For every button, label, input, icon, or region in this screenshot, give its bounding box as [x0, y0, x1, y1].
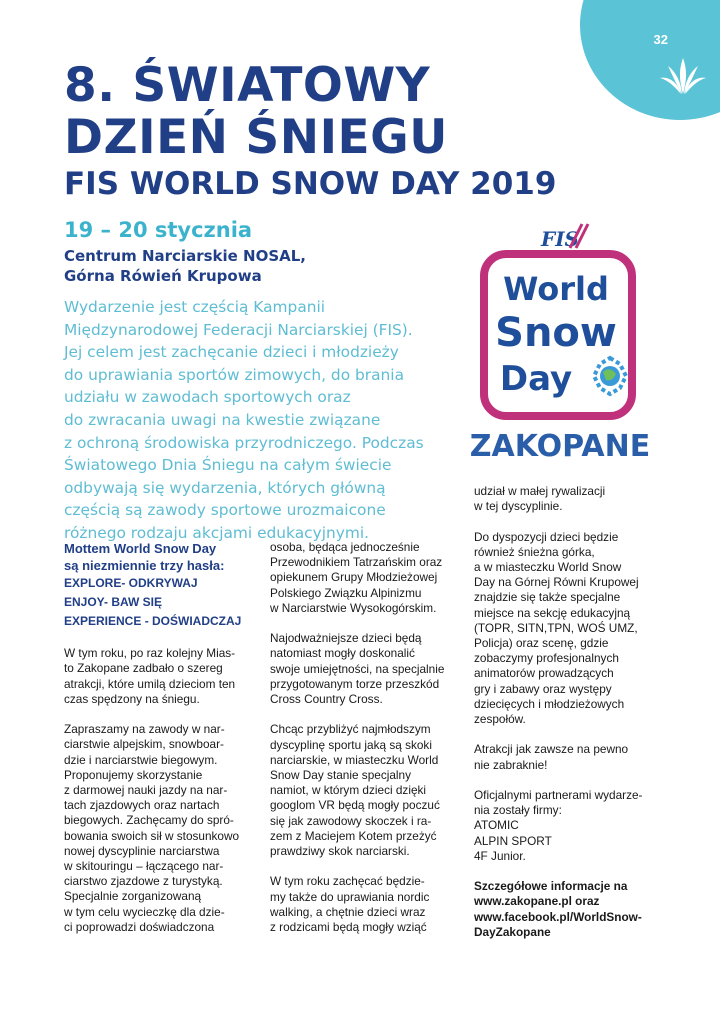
text-line: w tej dyscyplinie. — [474, 499, 563, 514]
paragraph — [64, 646, 254, 707]
text-line: atrakcji, które umilą dzieciom ten — [64, 676, 236, 691]
paragraph — [270, 722, 460, 859]
text-line: w skitouringu – łączącego nar- — [64, 859, 224, 874]
text-line: w tym celu wycieczkę dla dzie- — [64, 904, 225, 919]
text-line: W tym roku zachęcać będzie- — [270, 874, 425, 889]
motto-heading: Mottem World Snow Day — [64, 541, 217, 556]
event-venue — [64, 246, 384, 286]
text-line: my także do uprawiania nordic — [270, 889, 430, 904]
title-line-1: 8. ŚWIATOWY — [64, 58, 431, 113]
paragraph — [474, 484, 664, 514]
intro-line: do uprawiania sportów zimowych, do brania — [64, 365, 404, 384]
text-line: prawdziwy skok narciarski. — [270, 844, 410, 859]
plant-icon — [656, 48, 710, 102]
text-line: bowania swoich sił w stosunkowo — [64, 828, 240, 843]
text-line: dziecięcych i młodzieżowych — [474, 696, 625, 711]
world-snow-day-logo — [470, 218, 650, 476]
motto-item: EXPERIENCE - DOŚWIADCZAJ — [64, 614, 242, 628]
intro-line: Światowego Dnia Śniegu na całym świecie — [64, 456, 392, 475]
venue-line: Centrum Narciarskie NOSAL, — [64, 247, 306, 265]
paragraph — [270, 540, 460, 616]
motto-block — [64, 540, 254, 631]
text-line: Oficjalnymi partnerami wydarze- — [474, 788, 643, 803]
intro-line: Jej celem jest zachęcanie dzieci i młodzieży — [64, 343, 399, 362]
paragraph — [64, 722, 254, 935]
text-line: swoje umiejętności, na specjalnie — [270, 661, 445, 676]
text-line: Chcąc przybliżyć najmłodszym — [270, 722, 431, 737]
text-line: ciarstwie alpejskim, snowboar- — [64, 737, 224, 752]
text-line: nowej dyscyplinie narciarstwa — [64, 843, 220, 858]
text-line: Specjalnie zorganizowaną — [64, 889, 202, 904]
intro-line: Wydarzenie jest częścią Kampanii — [64, 298, 326, 316]
column-3 — [474, 484, 664, 940]
logo-word-2: Snow — [495, 310, 617, 356]
text-line: namiot, w którym dzieci dzięki — [270, 783, 427, 798]
text-line: (TOPR, SITN,TPN, WOŚ UMZ, — [474, 620, 638, 635]
logo-place: ZAKOPANE — [470, 429, 650, 464]
text-line: animatorów prowadzących — [474, 666, 614, 681]
intro-line: udziału w zawodach sportowych oraz — [64, 388, 351, 407]
text-line: Zapraszamy na zawody w nar- — [64, 722, 225, 737]
venue-line: Górna Rówień Krupowa — [64, 267, 262, 285]
intro-line: częścią są zawody sportowe urozmaicone — [64, 501, 386, 520]
text-line: ciarstwo zjazdowe z turystyką. — [64, 874, 223, 889]
text-line: narciarskie, w miasteczku World — [270, 752, 439, 767]
text-line: walking, a chętnie dzieci wraz — [270, 904, 426, 919]
text-line: Policja) oraz scenę, gdzie — [474, 636, 609, 651]
paragraph — [270, 631, 460, 707]
text-line: Snow Day stanie specjalny — [270, 768, 411, 783]
motto-item: ENJOY- BAW SIĘ — [64, 595, 163, 609]
text-line: 4F Junior. — [474, 848, 526, 863]
text-line: osoba, będąca jednocześnie — [270, 540, 420, 554]
paragraph — [474, 530, 664, 728]
text-line: się jak zawodowy skoczek i ra- — [270, 813, 432, 828]
intro-line: z ochroną środowiska przyrodniczego. Podczas — [64, 433, 424, 452]
text-line: Proponujemy skorzystanie — [64, 767, 203, 782]
text-line: zem z Maciejem Kotem przeżyć — [270, 828, 437, 843]
text-line: znajdzie się także specjalne — [474, 590, 621, 605]
paragraph — [474, 742, 664, 772]
text-line: Atrakcji jak zawsze na pewno — [474, 742, 629, 757]
intro-line: do zwracania uwagi na kwestie związane — [64, 410, 381, 429]
text-line: Do dyspozycji dzieci będzie — [474, 529, 619, 544]
text-line: nia zostały firmy: — [474, 803, 562, 818]
title-line-2: DZIEŃ ŚNIEGU — [64, 110, 448, 165]
intro-line: Międzynarodowej Federacji Narciarskiej (FIS). — [64, 320, 413, 339]
text-line: Szczegółowe informacje na — [474, 879, 628, 894]
column-2 — [270, 540, 460, 935]
text-line: W tym roku, po raz kolejny Mias- — [64, 646, 236, 661]
logo-word-3: Day — [499, 359, 573, 399]
column-1 — [64, 540, 254, 935]
facebook-link[interactable]: DayZakopane — [474, 924, 551, 939]
text-line: biegowych. Zachęcamy do spró- — [64, 813, 234, 828]
text-line: czas spędzony na śniegu. — [64, 691, 200, 706]
text-line: ci poprowadzi doświadczona — [64, 919, 215, 934]
paragraph — [474, 788, 664, 864]
text-line: udział w małej rywalizacji — [474, 484, 606, 498]
facebook-link[interactable]: www.facebook.pl/WorldSnow- — [474, 909, 642, 924]
text-line: z darmowej nauki jazdy na nar- — [64, 783, 228, 797]
intro-line: różnego rodzaju akcjami edukacyjnymi. — [64, 523, 370, 542]
text-line: dyscyplinę sportu jaką są skoki — [270, 737, 432, 752]
text-line: to Zakopane zadbało o szereg — [64, 661, 223, 676]
page-title — [64, 60, 448, 164]
logo-word-1: World — [503, 270, 609, 308]
text-line: Polskiego Związku Alpinizmu — [270, 585, 422, 600]
page-subtitle: FIS WORLD SNOW DAY 2019 — [64, 166, 557, 202]
text-line: natomiast mogły doskonalić — [270, 646, 415, 661]
page-number: 32 — [653, 32, 668, 47]
text-line: w Narciarstwie Wysokogórskim. — [270, 600, 437, 615]
text-line: zobaczymy profesjonalnych — [474, 651, 619, 666]
text-line: ATOMIC — [474, 818, 519, 833]
text-line: również śnieżna górka, — [474, 544, 595, 559]
text-line: przygotowanym torze przeszkód — [270, 676, 440, 691]
text-line: Day na Górnej Równi Krupowej — [474, 575, 639, 590]
intro-line: odbywają się wydarzenia, których główną — [64, 478, 386, 497]
text-line: googlom VR będą mogły poczuć — [270, 798, 440, 813]
text-line: nie zabraknie! — [474, 757, 548, 772]
paragraph — [270, 874, 460, 935]
text-line: zespołów. — [474, 712, 526, 727]
event-dates: 19 – 20 stycznia — [64, 218, 253, 242]
text-line: gry i zabawy oraz występy — [474, 681, 612, 696]
text-line: Przewodnikiem Tatrzańskim oraz — [270, 555, 443, 570]
motto-heading: są niezmiennie trzy hasła: — [64, 558, 225, 573]
website-link[interactable]: www.zakopane.pl oraz — [474, 894, 600, 909]
text-line: Cross Country Cross. — [270, 692, 383, 707]
intro-paragraph — [64, 296, 464, 545]
text-line: dzie i narciarstwie biegowym. — [64, 752, 218, 767]
text-line: a w miasteczku World Snow — [474, 560, 622, 574]
text-line: tach zjazdowych oraz nartach — [64, 798, 220, 813]
info-paragraph — [474, 879, 664, 940]
text-line: ALPIN SPORT — [474, 833, 552, 848]
text-line: miejsce na sekcję edukacyjną — [474, 605, 631, 620]
text-line: opiekunem Grupy Młodzieżowej — [270, 570, 438, 585]
motto-item: EXPLORE- ODKRYWAJ — [64, 576, 198, 590]
text-line: z rodzicami będą mogły wziąć — [270, 920, 427, 935]
logo-fis-text: FIS — [541, 227, 579, 251]
text-line: Najodważniejsze dzieci będą — [270, 631, 422, 646]
